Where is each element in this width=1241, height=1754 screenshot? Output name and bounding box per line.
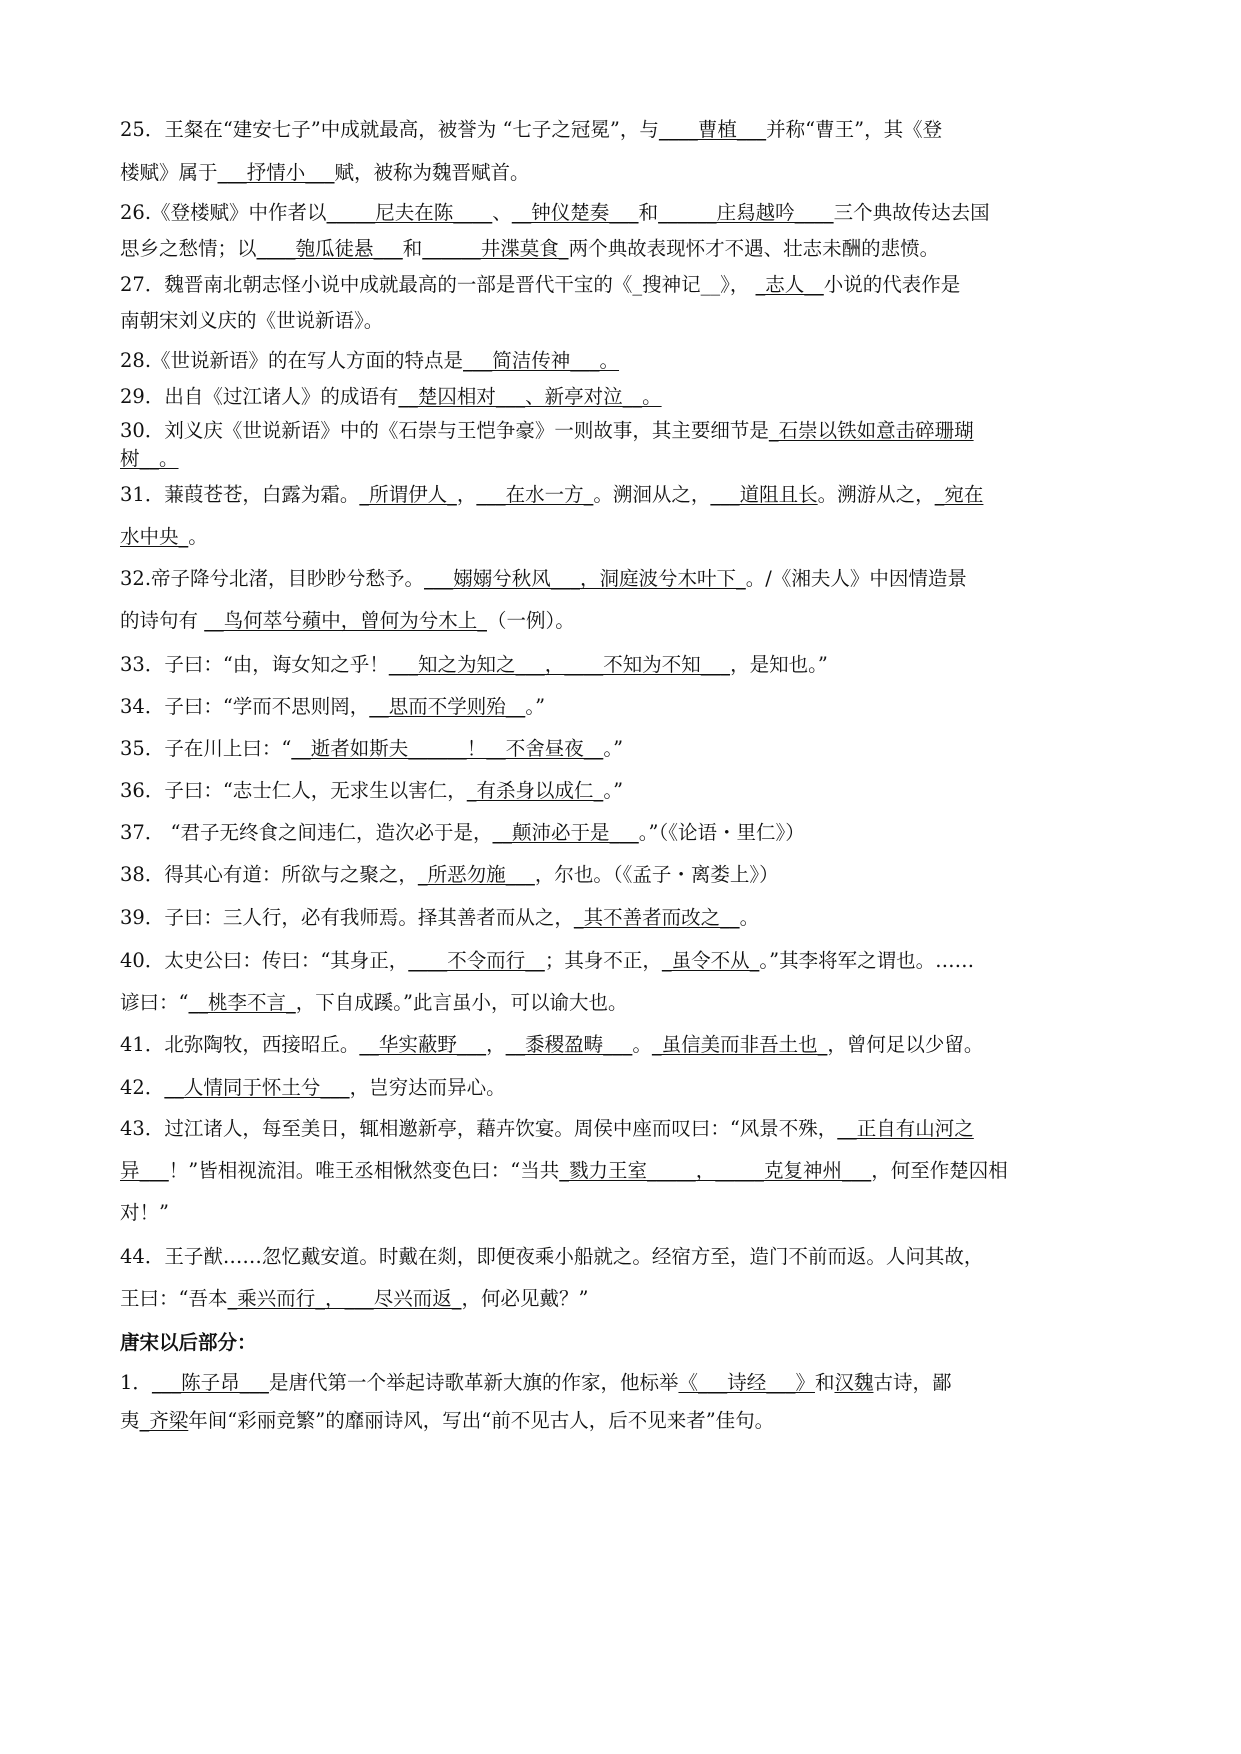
text-line <box>120 948 974 974</box>
answer-blank: _虽令不从_ <box>661 949 760 972</box>
text-segment: 26.《登楼赋》中作者以 <box>120 201 327 224</box>
text-segment: 31．蒹葭苍苍，白露为霜。 <box>120 483 360 506</box>
answer-blank: __钟仪楚奏___ <box>511 201 639 224</box>
answer-blank: _有杀身以成仁_ <box>466 779 604 802</box>
text-segment: 29．出自《过江诸人》的成语有 <box>120 385 399 408</box>
answer-blank: _志人__ <box>755 273 824 296</box>
text-segment: 37． “君子无终食之间违仁，造次必于是， <box>120 821 493 844</box>
text-segment: 。”其李将军之谓也。…… <box>759 949 975 972</box>
text-segment: 夷 <box>120 1409 140 1432</box>
answer-blank: __人情同于怀土兮___ <box>164 1076 350 1099</box>
section-heading: 唐宋以后部分： <box>120 1331 257 1354</box>
text-line <box>120 1200 169 1226</box>
text-line <box>120 236 939 262</box>
text-line <box>120 482 983 508</box>
text-segment: 三个典故传达去国 <box>833 201 990 224</box>
text-segment: 年间“彩丽竞繁”的靡丽诗风，写出“前不见古人，后不见来者”佳句。 <box>188 1409 775 1432</box>
answer-blank: __正自有山河之 <box>837 1117 974 1140</box>
text-segment: 。” <box>525 695 546 718</box>
text-segment: 、 <box>492 201 512 224</box>
text-line <box>120 1330 257 1356</box>
text-segment: 小说的代表作是 <box>823 273 961 296</box>
text-segment: 。 <box>739 906 760 929</box>
text-segment: ，岂穷达而异心。 <box>349 1076 506 1099</box>
text-line <box>120 418 974 444</box>
text-line <box>120 384 662 410</box>
answer-blank: _____尼夫在陈____ <box>326 201 493 224</box>
text-line <box>120 652 828 678</box>
text-line <box>120 1408 774 1434</box>
text-segment: 。 <box>632 1033 652 1056</box>
text-line <box>120 608 575 634</box>
text-segment: ；其身不正， <box>544 949 662 972</box>
text-segment: 。” <box>603 737 624 760</box>
text-line <box>120 1075 506 1101</box>
text-line <box>120 566 967 592</box>
text-segment: 27．魏晋南北朝志怪小说中成就最高的一部是晋代干宝的《_搜神记__》， <box>120 273 756 296</box>
text-segment: 32.帝子降兮北渚，目眇眇兮愁予。 <box>120 567 425 590</box>
text-segment: ，曾何足以少留。 <box>827 1033 984 1056</box>
answer-blank: ___道阻且长 <box>710 483 818 506</box>
answer-blank: ____不令而行__ <box>408 949 545 972</box>
text-segment: 并称“曹王”，其《登 <box>766 118 943 141</box>
text-segment: 赋，被称为魏晋赋首。 <box>334 161 530 184</box>
answer-blank: __逝者如斯夫______！__不舍昼夜__ <box>291 737 604 760</box>
text-segment: 南朝宋刘义庆的《世说新语》。 <box>120 309 384 332</box>
text-segment: 是唐代第一个举起诗歌革新大旗的作家，他标举 <box>268 1371 679 1394</box>
text-segment: 36．子曰：“志士仁人，无求生以害仁， <box>120 779 467 802</box>
text-segment: ，是知也。” <box>730 653 828 676</box>
text-segment: ，何必见戴？” <box>461 1287 589 1310</box>
answer-blank: _齐梁 <box>139 1409 189 1432</box>
text-line <box>120 1370 952 1396</box>
text-segment: 。溯洄从之， <box>593 483 711 506</box>
answer-blank: __黍稷盈畴___ <box>505 1033 633 1056</box>
answer-blank: 《___诗经___》 <box>678 1371 815 1394</box>
text-segment: 思乡之愁情；以 <box>120 237 257 260</box>
text-line <box>120 308 383 334</box>
text-segment: 41．北弥陶牧，西接昭丘。 <box>120 1033 360 1056</box>
text-segment: ，尔也。（《孟子・离娄上》） <box>534 863 779 886</box>
answer-blank: _所谓伊人_ <box>359 483 457 506</box>
answer-blank: _宛在 <box>934 483 984 506</box>
text-line <box>120 446 179 472</box>
text-segment: 和 <box>402 237 423 260</box>
answer-blank: ___嫋嫋兮秋风___，洞庭波兮木叶下_ <box>424 567 746 590</box>
text-segment: ， <box>486 1033 506 1056</box>
answer-blank: __桃李不言_ <box>188 991 296 1014</box>
text-segment: 43．过江诸人，每至美日，辄相邀新亭，藉卉饮宴。周侯中座而叹曰：“风景不殊， <box>120 1117 838 1140</box>
text-segment: 34．子曰：“学而不思则罔， <box>120 695 370 718</box>
text-segment: ，下自成蹊。”此言虽小，可以谕大也。 <box>295 991 628 1014</box>
text-segment: 古诗，鄙 <box>873 1371 952 1394</box>
answer-blank: 水中央_ <box>120 525 189 548</box>
answer-blank: _虽信美而非吾土也_ <box>651 1033 828 1056</box>
answer-blank: ___简洁传神___。 <box>463 349 620 372</box>
answer-blank: ______庄舄越吟____ <box>658 201 834 224</box>
text-segment: 。”（《论语・里仁》） <box>638 821 805 844</box>
text-line <box>120 272 960 298</box>
answer-blank: ____匏瓜徒悬___ <box>256 237 403 260</box>
text-segment: 的诗句有 <box>120 609 205 632</box>
text-segment: 两个典故表现怀才不遇、壮志未酬的悲愤。 <box>568 237 940 260</box>
text-line <box>120 862 779 888</box>
text-segment: 对！” <box>120 1201 169 1224</box>
answer-blank: __华实蔽野___ <box>359 1033 487 1056</box>
text-segment: ， <box>456 483 477 506</box>
text-line <box>120 1032 983 1058</box>
answer-blank: ___在水一方_ <box>476 483 594 506</box>
text-segment: 33．子曰：“由，诲女知之乎！ <box>120 653 389 676</box>
answer-blank: __鸟何萃兮蘋中，曾何为兮木上_ <box>204 609 487 632</box>
answer-blank: _石崇以铁如意击碎珊瑚 <box>768 419 974 442</box>
answer-blank: _所恶勿施___ <box>417 863 535 886</box>
text-segment: 。溯游从之， <box>817 483 935 506</box>
answer-blank: _其不善者而改之__ <box>573 906 740 929</box>
text-segment: 40．太史公曰：传曰：“其身正， <box>120 949 409 972</box>
answer-blank: ___陈子昂___ <box>151 1371 269 1394</box>
text-segment: 。” <box>603 779 624 802</box>
text-segment: 。 <box>188 525 208 548</box>
text-line <box>120 1244 983 1270</box>
text-line <box>120 905 759 931</box>
text-line <box>120 778 623 804</box>
text-segment: （一例）。 <box>486 609 575 632</box>
text-segment: 。/《湘夫人》中因情造景 <box>745 567 967 590</box>
text-segment: 30．刘义庆《世说新语》中的《石崇与王恺争豪》一则故事，其主要细节是 <box>120 419 769 442</box>
text-line <box>120 160 530 186</box>
text-line <box>120 117 942 143</box>
text-line <box>120 820 805 846</box>
text-segment: 42． <box>120 1076 165 1099</box>
text-line <box>120 1158 1008 1184</box>
text-segment: 38．得其心有道：所欲与之聚之， <box>120 863 418 886</box>
answer-blank: ______井渫莫食_ <box>422 237 569 260</box>
text-line <box>120 524 208 550</box>
answer-blank: __思而不学则殆__ <box>369 695 526 718</box>
text-line <box>120 990 627 1016</box>
text-segment: ！”皆相视流泪。唯王丞相愀然变色曰：“当共 <box>168 1159 560 1182</box>
text-segment: ，何至作楚囚相 <box>871 1159 1008 1182</box>
text-line <box>120 694 545 720</box>
answer-blank: 树__。 <box>120 447 179 470</box>
answer-blank: ____曹植___ <box>658 118 767 141</box>
answer-blank: __颠沛必于是___ <box>492 821 639 844</box>
answer-blank: _乘兴而行_，___尽兴而返_ <box>227 1287 462 1310</box>
text-segment: 25．王粲在“建安七子”中成就最高，被誉为 “七子之冠冕”，与 <box>120 118 659 141</box>
text-line <box>120 1116 974 1142</box>
answer-blank: 汉魏 <box>834 1371 874 1394</box>
answer-blank: _戮力王室_____，_____克复神州___ <box>559 1159 872 1182</box>
text-segment: 和 <box>638 201 659 224</box>
text-segment: 和 <box>814 1371 835 1394</box>
text-segment: 39．子曰：三人行，必有我师焉。择其善者而从之， <box>120 906 574 929</box>
text-segment: 1． <box>120 1371 152 1394</box>
text-segment: 王曰：“吾本 <box>120 1287 228 1310</box>
answer-blank: ___知之为知之___，____不知为不知___ <box>388 653 731 676</box>
text-segment: 28.《世说新语》的在写人方面的特点是 <box>120 349 464 372</box>
text-line <box>120 200 990 226</box>
text-line <box>120 348 619 374</box>
text-segment: 44．王子猷……忽忆戴安道。时戴在剡，即便夜乘小船就之。经宿方至，造门不前而返。人问其故， <box>120 1245 984 1268</box>
answer-blank: __楚囚相对___、新亭对泣__。 <box>398 385 662 408</box>
answer-blank: 异___ <box>120 1159 169 1182</box>
text-segment: 谚曰：“ <box>120 991 189 1014</box>
text-segment: 楼赋》属于 <box>120 161 218 184</box>
text-segment: 35．子在川上曰：“ <box>120 737 292 760</box>
text-line <box>120 1286 588 1312</box>
text-line <box>120 736 623 762</box>
answer-blank: ___抒情小___ <box>217 161 335 184</box>
